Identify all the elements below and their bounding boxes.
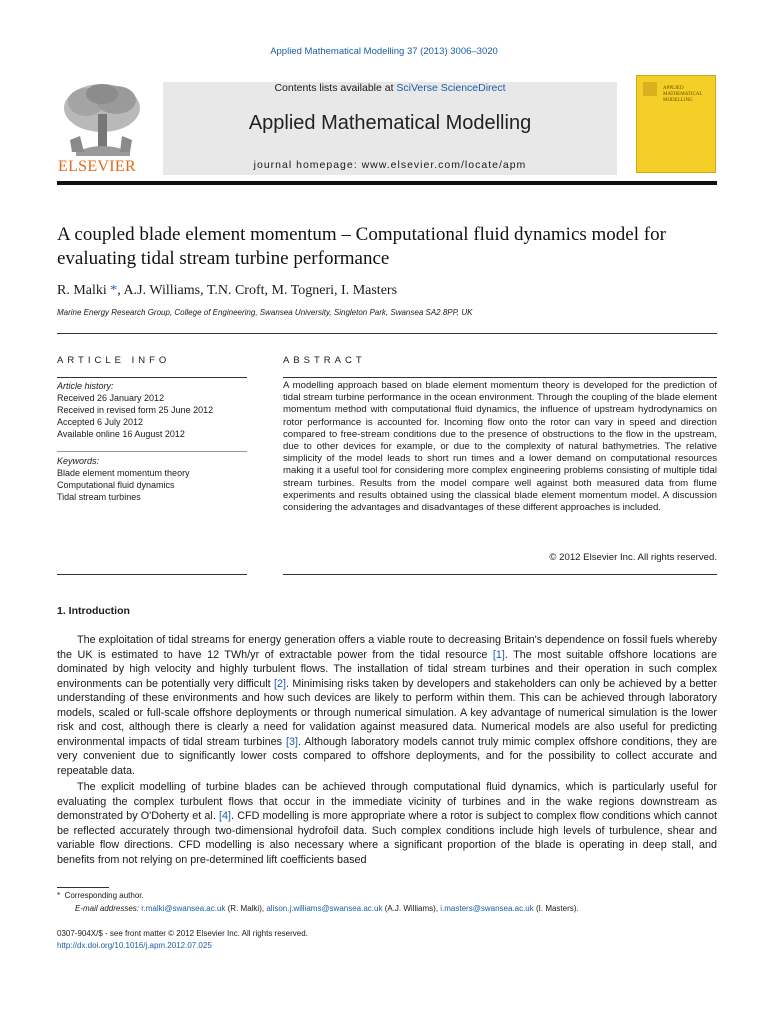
email-addresses [75,904,579,913]
history-accepted: Accepted 6 July 2012 [57,417,144,427]
header-rule [57,181,717,185]
corresponding-author-note [57,891,144,900]
divider [57,451,247,452]
footnote-text: Corresponding author. [64,891,144,900]
first-author: R. Malki [57,283,107,298]
homepage-url[interactable]: www.elsevier.com/locate/apm [361,159,527,171]
email-owner: (R. Malki), [225,904,267,913]
history-online: Available online 16 August 2012 [57,429,185,439]
reference-link[interactable]: [1] [492,648,505,661]
keyword: Tidal stream turbines [57,492,141,502]
text-run: The explicit modelling of turbine blades can be achieved through computational fluid dynamics, which is particularly useful for evaluating the complex turbulent flows that occur in the immediate vicinity of turbines and in the wake regions downstream as demonstrated by O'Doherty et al. [57,781,717,822]
journal-citation[interactable] [0,46,768,57]
other-authors: , A.J. Williams, T.N. Croft, M. Togneri, I. Masters [117,283,398,298]
cover-emblem-icon [643,82,657,96]
divider [57,377,247,378]
history-label: Article history: [57,381,114,391]
tree-icon [56,80,148,160]
citation-link[interactable]: Applied Mathematical Modelling 37 (2013) 3006–3020 [270,46,498,57]
history-received: Received 26 January 2012 [57,393,165,403]
email-link[interactable]: alison.j.williams@swansea.ac.uk [266,904,383,913]
divider [283,574,717,575]
affiliation: Marine Energy Research Group, College of Engineering, Swansea University, Singleton Park, Swansea SA2 8PP, UK [57,308,473,317]
text-run: . CFD modelling is more appropriate where a rotor is subject to complex flow conditions which cannot be reflected accurately through two-dimensional hydrofoil data. Such complex conditions include high levels of turbulence, shear and variable flow directions. CFD modelling is also necessary where a significant proportion of the blade is operating in deep stall, and benefits from not relying on pre-determined lift coefficients based [57,810,717,866]
divider [57,333,717,334]
history-revised: Received in revised form 25 June 2012 [57,405,214,415]
abstract-copyright: © 2012 Elsevier Inc. All rights reserved. [549,552,717,563]
journal-name: Applied Mathematical Modelling [248,112,532,134]
text-run: . Minimising risks taken by developers and stakeholders can only be achieved by a better understanding of these environments and how such devices are likely to perform within them. This can be achieved through laboratory models, scaled or full-scale offshore deployments or through numerical simulation. A key advantage of numerical simulation is the lower risk and cost, although there is clearly a need for validation against measured data. Numerical models are also useful for predicting environmental impacts of tidal stream turbines [57,677,717,748]
footnote-divider [57,887,109,888]
email-link[interactable]: r.malki@swansea.ac.uk [141,904,226,913]
homepage-label: journal homepage: [253,159,362,171]
abstract-text: A modelling approach based on blade element momentum theory is developed for the prediction of tidal stream turbine performance in the ocean environment. Through the coupling of the blade element momentum method with computational fluid dynamics, the influence of upstream hydrodynamics on rotor performance is accounted for. Incoming flow onto the rotor can vary in speed and direction compared to free-stream conditions due to the presence of obstructions to the flow in the upstream, due to other devices for example, or due to the complexity of natural bathymetries. The relative simplicity of the model leads to short run times and a lower demand on computational resources making it a useful tool for considering more complex engineering problems consisting of multiple tidal stream turbines. Results from the model compare well against both measured data from flume experiments and results obtained using the classical blade element momentum model. A discussion considering the advantages and disadvantages of these different approaches is included. [283,380,717,514]
email-owner: (I. Masters). [533,904,579,913]
reference-link[interactable]: [3] [285,735,298,748]
body-paragraph [57,780,717,867]
issn-line: 0307-904X/$ - see front matter © 2012 Elsevier Inc. All rights reserved. [57,929,308,938]
contents-prefix: Contents lists available at [274,82,397,94]
doi-link[interactable] [57,941,212,950]
reference-link[interactable]: [4] [219,810,232,822]
email-owner: (A.J. Williams), [382,904,441,913]
divider [283,377,717,378]
article-history [57,380,247,440]
corresponding-author-mark[interactable]: * [110,283,118,298]
elsevier-wordmark: ELSEVIER [58,158,136,175]
article-info-heading: ARTICLE INFO [57,355,171,366]
email-label: E-mail addresses: [75,904,140,913]
sciencedirect-link[interactable]: SciVerse ScienceDirect [396,82,506,94]
contents-line [163,82,617,94]
author-list [57,283,397,299]
keywords-label: Keywords: [57,456,100,466]
paper-title: A coupled blade element momentum – Computational fluid dynamics model for evaluating tidal stream turbine performance [57,224,666,269]
divider [57,574,247,575]
body-paragraph [57,633,717,778]
section-heading-introduction: 1. Introduction [57,605,130,617]
keyword: Computational fluid dynamics [57,480,175,490]
text-run: . Although laboratory models cannot truly mimic complex offshore conditions, they are very convenient due to significantly lower costs compared to offshore deployments, and for the possibility to collect accurate and repeatable data. [57,735,718,777]
cover-title: APPLIED MATHEMATICAL MODELLING [663,86,703,103]
doi-url[interactable]: http://dx.doi.org/10.1016/j.apm.2012.07.025 [57,941,212,950]
text-run: The exploitation of tidal streams for energy generation offers a viable route to decreasing Britain's dependence on fossil fuels whereby the UK is estimated to have 12 TWh/yr of extractable power from the tidal resource [57,634,717,661]
keywords [57,455,247,503]
text-run: . The most suitable offshore locations are dominated by high velocity and highly turbulent flows. The installation of tidal stream turbines and their operation in such complex environments can be potentially very difficult [57,648,717,690]
email-link[interactable]: i.masters@swansea.ac.uk [440,904,534,913]
reference-link[interactable]: [2] [274,677,287,690]
keyword: Blade element momentum theory [57,468,190,478]
journal-cover-image [636,75,716,173]
journal-homepage [163,159,617,171]
footnote-mark: * [57,891,61,900]
abstract-heading: ABSTRACT [283,355,366,366]
